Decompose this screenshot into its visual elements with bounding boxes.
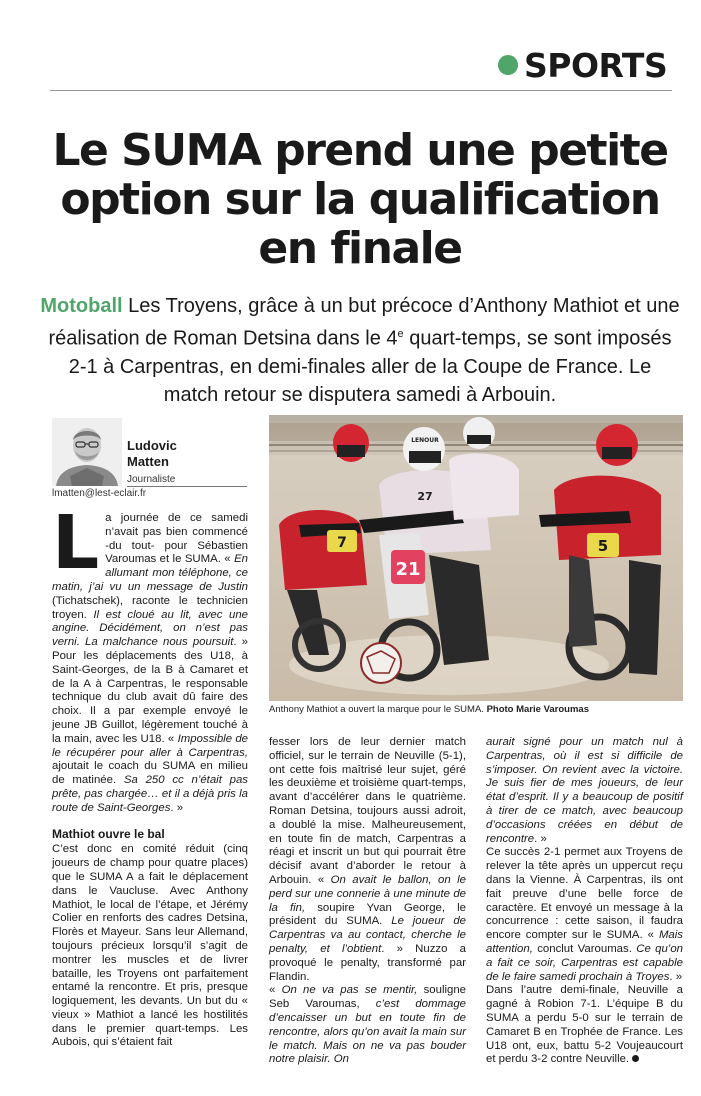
bib-number-21: 21 [395,559,421,580]
section-label: SPORTS [524,46,668,85]
text-run: Dans l’autre demi-finale, Neuville a gagné à Robion 7-1. L’équipe B du SUMA a perdu 5-0 sur le terrain de Camaret B en Trophée de France. Les U18 ont, eux, battu 5-2 Voujeaucourt et perdu 3-2 contre Neuville. [486,984,683,1066]
paragraph-2: C’est donc en comité réduit (cinq joueurs de champ pour quatre places) que le SUMA A a fait le déplacement dans le Vaucluse. Avec Anthony Mathiot, le local de l’étape, et Jérémy Colier en renforts des cadres Detsina, Florès et Mayeur. Sans leur Allemand, toujours précieux lorsqu’il s’agit de montrer les muscles et de livrer bataille, les Troyens ont parfaitement entamé la rencontre. Et pris, presque logiquement, les devants. Un but du « vieux » Mathiot a lancé les hostilités dans le premier quart-temps. Les Aubois, qui s’étaient fait [52,843,248,1049]
photo-caption [269,704,689,715]
text-run: ajoutait le coach du SUMA en milieu de matinée. [52,760,248,787]
text-run: . » [669,970,683,983]
standfirst-text-a: Les Troyens, grâce à un but précoce d’Anthony Mathiot et une réalisation de Roman Detsina dans le 4 [48,295,680,350]
text-run: . » Pour les déplacements des U18, à Saint-Georges, de la B à Camaret et de la A à Carpentras, le responsable technique du club avait dû faire des choix. Il a par exemple envoyé le jeune JB Guillot, légèrement touché à la main, avec les U18. « [52,636,248,745]
quote-run: On avait le ballon, on le perd sur une connerie à une minute de la fin, [269,873,466,914]
end-of-article-icon [632,1055,639,1062]
text-run: « [269,984,282,997]
quote-run: c’est dommage d’encaisser un but en toute fin de rencontre, alors qu’on avait la main sur le match. Mais on ne va pas bouder notre plaisir. On [269,998,466,1066]
drop-cap: L [52,500,100,586]
bib-number-27: 27 [417,490,433,503]
quote-run: Mais attention, [486,929,683,955]
paragraph-4 [269,984,466,1067]
section-bullet-icon [498,55,518,75]
paragraph-1 [52,500,248,816]
article-column-2 [269,736,466,1067]
bib-number-7: 7 [337,535,347,551]
text-run: . » [170,801,184,814]
text-run: . » Nuzzo a provoqué le penalty, transformé par Flandin. [269,942,466,983]
author-email: lmatten@lest-eclair.fr [52,488,147,499]
paragraph-5 [486,736,683,846]
text-run: (Tichatschek), raconte le technicien troyen. [52,594,248,621]
text-run: conclut Varoumas. [532,942,637,955]
text-run: souligne Seb Varoumas, [269,984,467,1011]
text-run: soupire Yvan George, le président du SUMA. [269,901,466,928]
author-role: Journaliste [127,474,176,485]
quote-run: On ne va pas se mentir, [281,984,418,997]
paragraph-7 [486,984,683,1067]
article-column-1 [52,500,248,1050]
author-avatar [52,418,122,486]
standfirst [40,292,680,409]
photo-credit: Photo Marie Varoumas [486,704,589,715]
author-first-name: Ludovic [127,438,177,453]
text-run: Ce succès 2-1 permet aux Troyens de relever la tête après un uppercut reçu dans la Vienne. À Carpentras, ils ont fait preuve d’une belle force de caractère. Et envoyé un message à la concurrence : cette saison, il faudra encore compter sur le SUMA. « [486,846,683,942]
header-divider [50,90,672,91]
subheading: Mathiot ouvre le bal [52,826,165,841]
standfirst-text-b: quart-temps, se sont imposés 2-1 à Carpentras, en demi-finales aller de la Coupe de France. Le match retour se disputera samedi à Arbouin. [68,327,672,406]
helmet-sponsor-text: LENOUR [411,437,439,444]
text-run: a journée de ce samedi n’avait pas bien commencé -du tout- pour Sébastien Varoumas et le SUMA. « [105,512,248,566]
caption-text: Anthony Mathiot a ouvert la marque pour le SUMA. [269,704,487,715]
headline-line-2: option sur la qualification [60,174,660,225]
text-run: fesser lors de leur dernier match officiel, sur le terrain de Neuville (5-1), ont cette fois maîtrisé leur sujet, géré les deuxième et troisième quart-temps, avant d’accélérer dans le quatrième. Roman Detsina, toujours aussi adroit, a doublé la mise. Malheureusement, en toute fin de match, Carpentras a réagi et inscrit un but qui pourrait être décisif avant d’aborder le retour à Arbouin. « [269,736,466,886]
quote-run: Sa 250 cc n’était pas prête, pas chargée… et il a déjà pris la route de Saint-Georges [52,774,248,814]
quote-run: En allumant mon téléphone, ce matin, j’ai vu un message de Justin [52,553,248,593]
standfirst-superscript: e [397,328,404,340]
author-name [127,438,177,470]
quote-run: Impossible de le récupérer pour aller à Carpentras, [52,732,248,759]
quote-run: Le joueur de Carpentras va au contact, cherche le penalty, et l’obtient [269,915,466,955]
rubric-label: Motoball [40,295,123,317]
headline-line-1: Le SUMA prend une petite [52,125,668,176]
headline-line-3: en finale [258,223,462,274]
text-run: . » [534,832,547,845]
author-divider [127,486,247,487]
paragraph-6 [486,846,683,984]
headline [30,126,690,273]
paragraph-3 [269,736,466,984]
quote-run: Il est cloué au lit, avec une angine. Décidément, on n’est pas verni. La malchance nous poursuit [52,608,248,649]
quote-run: aurait signé pour un match nul à Carpentras, où il est si difficile de s’imposer. On revient avec la victoire. Je suis fier de mes joueurs, de leur état d’esprit. Il y a beaucoup de positif à tirer de ce match, avec beaucoup d’occasions créées en début de rencontre [486,736,683,845]
article-photo [269,415,683,701]
article-column-3 [486,736,683,1067]
bib-number-5: 5 [597,537,609,555]
quote-run: Ce qu’on a fait ce soir, Carpentras est capable de le faire samedi prochain à Troyes [486,942,683,983]
author-last-name: Matten [127,454,169,469]
